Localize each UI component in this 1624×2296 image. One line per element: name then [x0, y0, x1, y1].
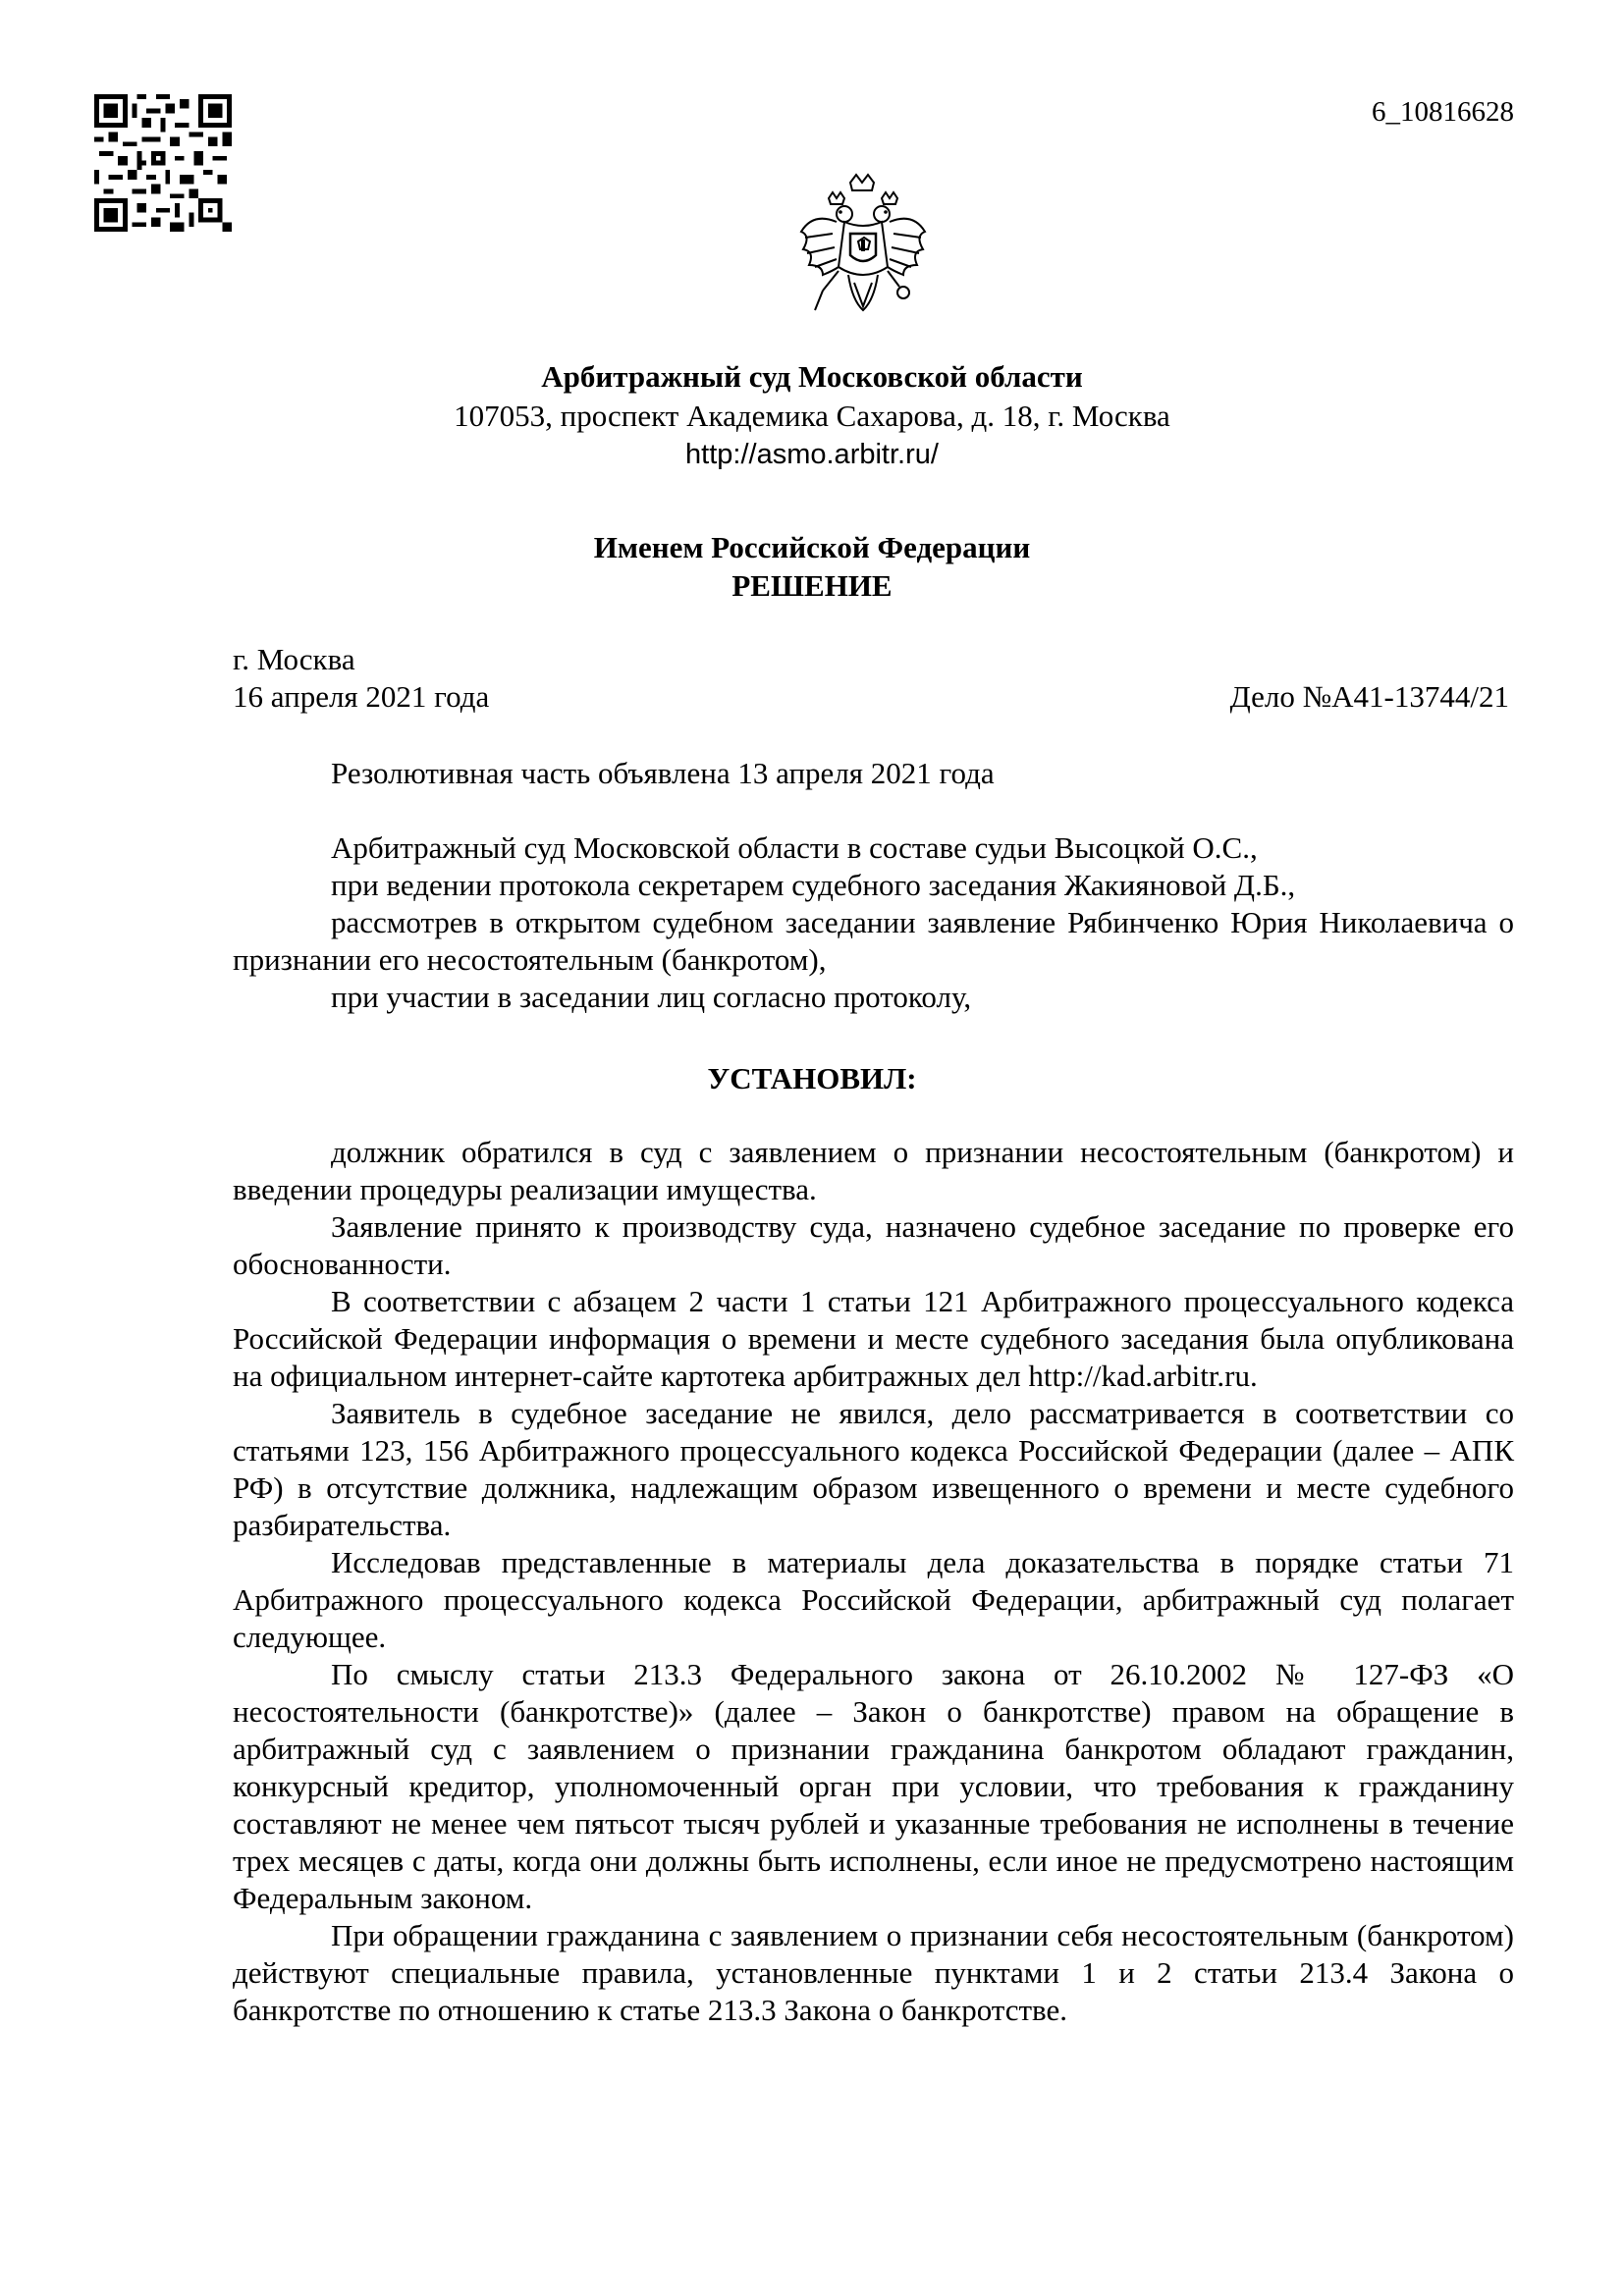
decision-date: 16 апреля 2021 года: [233, 679, 490, 714]
intro-line-4: при участии в заседании лиц согласно протоколу,: [331, 980, 972, 1014]
body-paragraph-1: должник обратился в суд с заявлением о признании несостоятельным (банкротом) и введении процедуры реализации имущества.: [233, 1135, 1514, 1206]
intro-line-1: Арбитражный суд Московской области в составе судьи Высоцкой О.С.,: [331, 830, 1258, 865]
verdict-heading: [0, 528, 1624, 605]
qr-code-icon: [94, 94, 232, 232]
intro-block: [233, 829, 1514, 1016]
body-paragraph-2: Заявление принято к производству суда, назначено судебное заседание по проверке его обоснованности.: [233, 1209, 1514, 1281]
body-paragraph-3: В соответствии с абзацем 2 части 1 статьи 121 Арбитражного процессуального кодекса Российской Федерации информация о времени и месте судебного заседания была опубликована на официальном интернет-сайте картотека арбитражных дел http://kad.arbitr.ru.: [233, 1284, 1514, 1393]
resolutive-note: Резолютивная часть объявлена 13 апреля 2021 года: [331, 756, 995, 790]
body-paragraph-7: При обращении гражданина с заявлением о признании себя несостоятельным (банкротом) действуют специальные правила, установленные пунктами 1 и 2 статьи 213.4 Закона о банкротстве по отношению к статье 213.3 Закона о банкротстве.: [233, 1918, 1514, 2027]
established-heading: УСТАНОВИЛ:: [707, 1061, 917, 1095]
case-number: Дело №А41-13744/21: [1229, 679, 1509, 714]
coat-of-arms-icon: [793, 173, 933, 318]
decision-body: [233, 1134, 1514, 2029]
body-paragraph-4: Заявитель в судебное заседание не явился, дело рассматривается в соответствии со статьями 123, 156 Арбитражного процессуального кодекса Российской Федерации (далее – АПК РФ) в отсутствие должника, надлежащим образом извещенного о времени и месте судебного разбирательства.: [233, 1396, 1514, 1542]
body-paragraph-6: По смыслу статьи 213.3 Федерального закона от 26.10.2002 № 127-ФЗ «О несостоятельности (банкротстве)» (далее – Закон о банкротстве) правом на обращение в арбитражный суд с заявлением о признании гражданина банкротом обладают гражданин, конкурсный кредитор, уполномоченный орган при условии, что требования к гражданину составляют не менее чем пятьсот тысяч рублей и указанные требования не исполнены в течение трех месяцев с даты, когда они должны быть исполнены, если иное не предусмотрено настоящим Федеральным законом.: [233, 1657, 1514, 1915]
court-address: 107053, проспект Академика Сахарова, д. 18, г. Москва: [454, 399, 1170, 433]
intro-line-3: рассмотрев в открытом судебном заседании заявление Рябинченко Юрия Николаевича о признании его несостоятельным (банкротом),: [233, 905, 1514, 977]
city: г. Москва: [233, 642, 355, 676]
court-header: [0, 359, 1624, 471]
court-name: Арбитражный суд Московской области: [541, 359, 1083, 394]
verdict-heading-line2: РЕШЕНИЕ: [731, 568, 893, 603]
intro-line-2: при ведении протокола секретарем судебного заседания Жакияновой Д.Б.,: [331, 868, 1296, 902]
court-website-link[interactable]: http://asmo.arbitr.ru/: [685, 439, 939, 470]
body-paragraph-5: Исследовав представленные в материалы дела доказательства в порядке статьи 71 Арбитражного процессуального кодекса Российской Федерации, арбитражный суд полагает следующее.: [233, 1545, 1514, 1654]
verdict-heading-line1: Именем Российской Федерации: [593, 530, 1031, 564]
document-id: 6_10816628: [1372, 96, 1514, 128]
